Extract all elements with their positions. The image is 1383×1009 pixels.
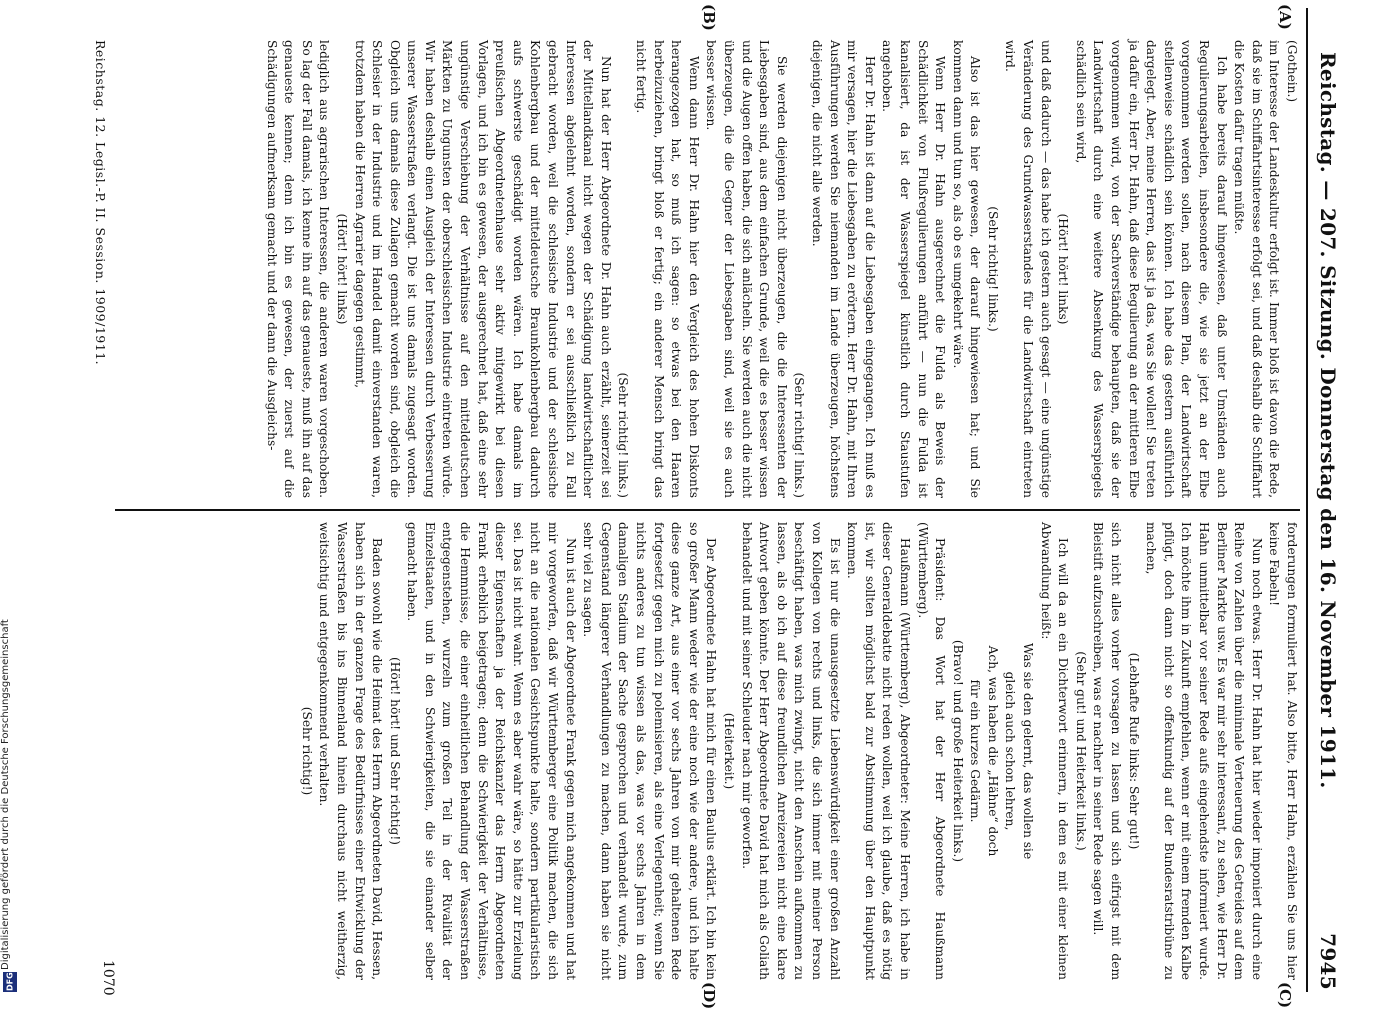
right-column	[297, 522, 1300, 980]
dfg-logo: DFG	[3, 972, 17, 992]
interjection: (Sehr gut! und Heiterkeit links.)	[1073, 651, 1088, 851]
paragraph: lediglich aus agrarischen Interessen, die anderen waren vorgeschoben. So lag der Fall damals, ich kenne ihn auf das genaueste, muß ihn auf das genaueste kennen; denn ich bin es gewesen, der zuerst auf die Schädigungen aufmerksam gemacht und der dann die Ausgleichs-	[264, 40, 332, 498]
header-page-number: 7945	[1316, 933, 1340, 990]
footer-page-number: 1070	[100, 960, 116, 996]
paragraph: Herr Dr. Hahn ist dann auf die Liebesgaben eingegangen. Ich muß es mir versagen, hier die Liebesgaben zu erörtern. Herr Dr. Hahn, mit Ihren Ausführungen werden Sie niemanden im Lande überzeugen, höchstens diejenigen, die nicht alle werden.	[809, 40, 877, 498]
paragraph: Nun ist auch der Abgeordnete Frank gegen mich angekommen und hat mir vorgeworfen, daß wir Württemberger eine Politik machen, die sich nicht an die nationalen Gesichtspunkte halte, sondern partikularistisch sei. Das ist nicht wahr. Wenn es aber wahr wäre, so hätte zur Erzielung dieser Eigenschaften ja der Reichskanzler das Herrn Abgeordneten Frank erheblich beigetragen; denn die Schwierigkeit der Verhältnisse, die Hemmnisse, die einer einheitlichen Behandlung der Wasserstraßen entgegenstehen, wurzeln zum großen Teil in der Rivalität der Einzelstaaten, und in den Schwierigkeiten, die sie einander selber gemacht haben.	[405, 522, 578, 980]
paragraph: Ich will da an ein Dichterwort erinnern, in dem es mit einer kleinen Abwandlung heißt:	[1038, 522, 1071, 980]
interjection: (Hört! hört! und Sehr richtig!)	[387, 656, 402, 846]
verse-line: gleich auch schon lehren,	[1003, 671, 1018, 831]
interjection: (Sehr richtig! links.)	[616, 372, 631, 498]
verse-line: für ein kurzes Gedärm.	[968, 679, 983, 823]
digitization-credit	[2, 554, 18, 994]
margin-mark-b: (B)	[700, 4, 718, 31]
credit-text: Digitalisierung gefördert durch die Deutsche Forschungsgemeinschaft	[0, 619, 11, 970]
verse-line: Ach, was haben die „Hähne“ doch	[985, 645, 1000, 857]
paragraph: Also ist das hier gewesen, der darauf hingewiesen hat; und Sie kommen dann und tun so, als ob es umgekehrt wäre.	[950, 40, 983, 498]
paragraph: und daß dadurch — das habe ich gestern auch gesagt — eine ungünstige Veränderung des Grundwasserstandes für die Landwirtschaft eintreten wird.	[1003, 40, 1053, 498]
paragraph: Sie werden diejenigen nicht überzeugen, die die Interessenten der Liebesgaben sind, aus dem einfachen Grunde, weil die es besser wissen und die Augen offen haben, die sich anlächeln. Sie werden auch die nicht überzeugen, die die Gegner der Liebesgaben sind, weil sie es auch besser wissen.	[704, 40, 789, 498]
paragraph: im Interesse der Landeskultur erfolgt ist. Immer bloß ist davon die Rede, daß sie im Schiffahrtsinteresse erfolgt sei, und daß deshalb die Schiffahrt die Kosten dafür tragen müßte.	[1232, 40, 1282, 498]
paragraph: sich nicht alles vorher vorsagen zu lassen und sich eifrigst mit dem Bleistift aufzuschreiben, was er nachher in seiner Rede sagen will.	[1091, 522, 1124, 980]
interjection: (Lebhafte Rufe links: Sehr gut!)	[1126, 652, 1141, 850]
paragraph: Ich habe bereits darauf hingewiesen, daß unter Umständen auch Regulierungsarbeiten, insbesondere die, wie sie jetzt an der Elbe vorgenommen werden sollen, nach diesem Plan, der Landwirtschaft stellenweise schädlich sein können. Ich habe das gestern ausführlich dargelegt. Aber, meine Herren, das ist ja das, was Sie wollen! Sie treten ja dafür ein, Herr Dr. Hahn, daß diese Regulierung an der mittleren Elbe vorgenommen wird, von der Sachverständige behaupten, daß sie der Landwirtschaft durch eine weitere Absenkung des Wasserspiegels schädlich sein wird,	[1073, 40, 1229, 498]
header-rule	[1306, 8, 1308, 992]
paragraph: forderungen formuliert hat. Also bitte, Herr Hahn, erzählen Sie uns hier keine Fabeln!	[1267, 522, 1299, 980]
margin-mark-a: (A)	[1276, 4, 1294, 30]
paragraph: Haußmann (Württemberg), Abgeordneter: Meine Herren, ich habe in dieser Generaldebatte nicht reden wollen, weil ich glaube, daß es nötig ist, wir sollten möglichst bald zur Abstimmung über den Hauptpunkt kommen.	[845, 522, 912, 980]
footer-session-info: Reichstag. 12. Legisl.-P. II. Session. 1909/1911.	[93, 40, 108, 366]
paragraph: Wenn Herr Dr. Hahn ausgerechnet die Fulda als Beweis der Schädlichkeit von Flußregulierungen anführt — nun die Fulda ist kanalisiert, da ist der Wasserspiegel künstlich durch Staustufen angehoben.	[880, 40, 948, 498]
paragraph: Nun noch etwas. Herr Dr. Hahn hat hier wieder imponiert durch eine Reihe von Zahlen über die minimale Verteuerung des Getreides auf dem Berliner Markte usw. Es war mir sehr interessant, zu sehen, wie Herr Dr. Hahn unmittelbar vor seiner Rede aufs eingehendste informiert wurde. Ich möchte ihm in Zukunft empfehlen, wenn er mit einem fremden Kalbe pflügt, doch dann nicht so offenkundig auf der Bundesratstribüne zu machen,	[1144, 522, 1264, 980]
interjection: (Sehr richtig!)	[299, 706, 314, 796]
paragraph: Baden sowohl wie die Heimat des Herrn Abgeordneten David, Hessen, haben sich in der ganzen Frage des Bedürfnisses einer Entwicklung der Wasserstraßen bis ins Binnenland hinein durchaus nicht weitherzig, weitsichtig und entgegenkommend verhalten.	[317, 522, 385, 980]
interjection: (Hört! hört! links)	[1056, 213, 1071, 325]
page-header	[1312, 12, 1342, 990]
margin-mark-c: (C)	[1276, 982, 1294, 1009]
margin-mark-d: (D)	[700, 982, 718, 1009]
paragraph: Nun hat der Herr Abgeordnete Dr. Hahn auch erzählt, seinerzeit sei der Mittellandkanal nicht wegen der Schädigung landwirtschaftlicher Interessen abgelehnt worden, sondern er sei ausschließlich zu Fall gebracht worden, weil die schlesische Industrie und der schlesische Kohlenbergbau und der mitteldeutsche Braunkohlenbergbau dadurch aufs schwerste geschädigt worden wären. Ich habe damals im preußischen Abgeordnetenhause sehr aktiv mitgewirkt bei diesen Vorlagen, und ich bin es gewesen, der ausgerechnet hat, daß eine sehr ungünstige Verschiebung der Verhältnisse auf den mitteldeutschen Märkten zu Ungunsten der oberschlesischen Industrie eintreten würde. Wir haben deshalb einen Ausgleich der Interessen durch Verbesserung unserer Wasserstraßen verlangt. Die ist uns damals zugesagt worden. Obgleich uns damals diese Zulagen gemacht worden sind, obgleich die Schlesier in der Industrie und im Handel damit einverstanden waren, trotzdem haben die Herren Agrarier dagegen gestimmt,	[352, 40, 613, 498]
interjection: (Hört! hört! links)	[334, 213, 349, 325]
verse-line: Was sie den gelernt, das wollen sie	[1021, 642, 1036, 860]
interjection: (Sehr richtig! links.)	[792, 372, 807, 498]
paragraph: Wenn dann Herr Dr. Hahn hier den Vergleich des hohen Diskonts herangezogen hat, so muß ich sagen: so etwas bei den Haaren herbeizuziehen, bringt bloß er fertig; ein anderer Mensch bringt das nicht fertig.	[634, 40, 701, 498]
header-title: Reichstag. — 207. Sitzung. Donnerstag den 16. November 1911.	[1316, 52, 1340, 789]
paragraph: Es ist nur die unausgesetzte Liebenswürdigkeit einer großen Anzahl von Kollegen von rechts und links, die sich immer mit meiner Person beschäftigt haben, was mich zwingt, nicht den Anschein aufkommen zu lassen, als ob ich auf diese freundlichen Anreizereien nicht eine klare Antwort geben könnte. Der Herr Abgeordnete David hat mich als Goliath behandelt und mit seiner Schleuder nach mir geworfen.	[739, 522, 842, 980]
interjection: (Sehr richtig! links.)	[985, 206, 1000, 332]
left-column	[262, 40, 1300, 498]
interjection: (Bravo! und große Heiterkeit links.)	[950, 639, 965, 863]
document-page	[58, 0, 1348, 1009]
paragraph: Der Abgeordnete Hahn hat mich für einen Baulus erklärt. Ich bin kein so großer Mann weder wie der eine noch wie der andere, und ich halte diese ganze Art, aus einer vor sechs Jahren von mir gehaltenen Rede fortgesetzt gegen mich zu polemisieren, als eine Verlegenheit; wenn Sie nichts anderes zu tun wissen als das, was vor sechs Jahren in dem damaligen Stadium der Sache gesprochen und verhandelt wurde, zum Gegenstand längerer Verhandlungen zu machen, dann haben sie nicht sehr viel zu sagen.	[581, 522, 719, 980]
paragraph: Präsident: Das Wort hat der Herr Abgeordnete Haußmann (Württemberg).	[915, 522, 948, 980]
interjection: (Heiterkeit.)	[722, 712, 736, 790]
speaker-tag: (Gothein.)	[1285, 40, 1299, 103]
column-divider	[115, 509, 1300, 511]
